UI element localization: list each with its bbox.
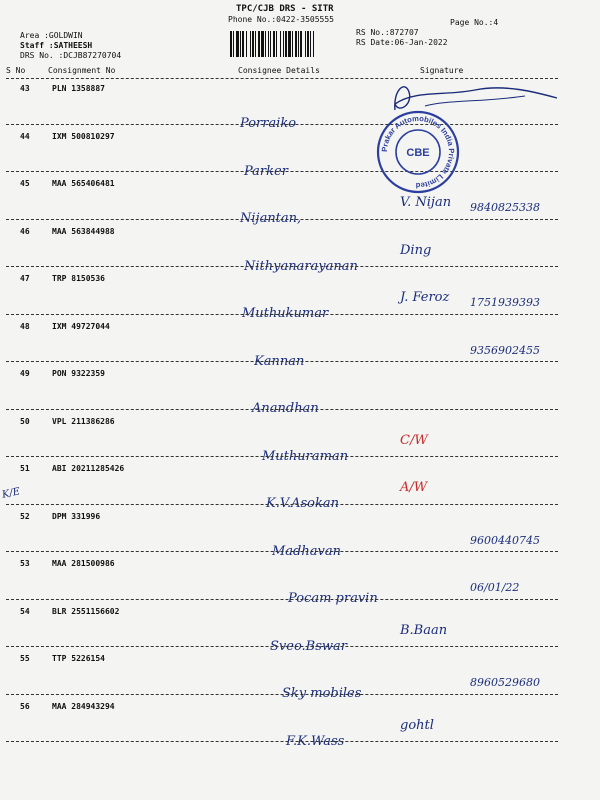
row-number: 49 (20, 369, 30, 378)
consignment-number: PON 9322359 (52, 369, 105, 378)
consignment-number: MAA 565406481 (52, 179, 115, 188)
row-divider (6, 741, 558, 742)
margin-note: K/E (1, 486, 22, 501)
column-header-consignee: Consignee Details (238, 66, 320, 75)
staff-field: Staff :SATHEESH (20, 41, 93, 50)
row-number: 53 (20, 559, 30, 568)
consignee-handwriting: Nithyanarayanan (244, 258, 358, 274)
row-divider (6, 646, 558, 647)
row-number: 46 (20, 226, 30, 236)
row-number: 48 (20, 321, 30, 331)
contact-handwriting: 1751939393 (470, 296, 540, 309)
consignee-handwriting: Sveo.Bswar (270, 638, 347, 654)
signature-handwriting: B.Baan (400, 622, 448, 638)
consignee-handwriting: Porraiko (240, 116, 297, 131)
contact-handwriting: 9840825338 (470, 201, 540, 214)
row-number: 50 (20, 416, 30, 426)
header-divider (6, 78, 558, 79)
row-divider (6, 171, 558, 172)
signature-handwriting: Ding (400, 242, 432, 258)
page-number: Page No.:4 (450, 18, 499, 27)
row-divider (6, 361, 558, 362)
row-number: 52 (20, 511, 30, 521)
consignee-handwriting: Muthukumar (242, 306, 329, 321)
rs-number: RS No.:872707 (356, 28, 419, 37)
signature-handwriting: A/W (400, 480, 428, 495)
row-divider (6, 314, 558, 315)
consignee-handwriting: Kannan (254, 353, 305, 369)
consignment-number: IXM 49727044 (52, 321, 110, 331)
column-header-consignment: Consignment No (48, 66, 116, 75)
row-divider (6, 124, 558, 125)
consignee-handwriting: Sky mobiles (282, 686, 362, 701)
row-number: 56 (20, 701, 30, 711)
row-number: 44 (20, 131, 30, 141)
consignee-handwriting: K.V.Asokan (266, 496, 339, 511)
contact-handwriting: 9600440745 (470, 533, 540, 547)
consignment-number: IXM 500810297 (52, 131, 115, 141)
contact-handwriting: 06/01/22 (470, 581, 520, 594)
contact-handwriting: 9356902455 (470, 343, 540, 357)
consignment-number: ABI 20211285426 (52, 464, 125, 473)
svg-text:CBE: CBE (406, 147, 430, 159)
consignment-number: VPL 211386286 (52, 416, 115, 426)
consignee-handwriting: Pocam pravin (288, 591, 378, 606)
row-number: 43 (20, 84, 30, 93)
company-stamp (376, 110, 460, 194)
svg-text:Prakar Automobiles India Priva: Prakar Automobiles India Private Limited (379, 113, 457, 191)
signature-handwriting: V. Nijan (400, 195, 452, 210)
row-divider (6, 551, 558, 552)
consignment-number: PLN 1358887 (52, 84, 105, 93)
document-title: TPC/CJB DRS - SITR (236, 4, 334, 14)
consignment-number: MAA 563844988 (52, 226, 115, 236)
contact-handwriting: 8960529680 (470, 676, 540, 689)
phone-number: Phone No.:0422-3505555 (228, 15, 334, 24)
drs-number: DRS No. :DCJB87270704 (20, 51, 122, 60)
row-number: 51 (20, 464, 30, 473)
row-divider (6, 219, 558, 220)
column-header-signature: Signature (420, 66, 464, 75)
consignee-handwriting: Nijantan, (240, 211, 302, 226)
row-number: 55 (20, 654, 30, 663)
consignee-handwriting: Madhavan (272, 543, 341, 559)
consignment-number: MAA 284943294 (52, 701, 115, 711)
consignment-number: MAA 281500986 (52, 559, 115, 568)
column-header-sno: S No (6, 66, 26, 75)
row-divider (6, 409, 558, 410)
consignment-number: DPM 331996 (52, 511, 101, 521)
consignment-number: TRP 8150536 (52, 274, 105, 283)
row-divider (6, 694, 558, 695)
row-number: 45 (20, 179, 30, 188)
row-number: 54 (20, 606, 30, 616)
rs-date: RS Date:06-Jan-2022 (356, 38, 448, 47)
row-divider (6, 266, 558, 267)
barcode-image (228, 31, 352, 57)
consignee-handwriting: Anandhan (252, 401, 319, 416)
signature-handwriting: C/W (400, 432, 428, 448)
row-divider (6, 504, 558, 505)
consignment-number: TTP 5226154 (52, 654, 105, 663)
row-divider (6, 599, 558, 600)
row-number: 47 (20, 274, 30, 283)
row-divider (6, 456, 558, 457)
area-field: Area :GOLDWIN (20, 31, 83, 40)
consignee-handwriting: Parker (244, 163, 288, 179)
signature-handwriting: J. Feroz (400, 290, 450, 305)
consignee-handwriting: Muthuraman (262, 448, 349, 464)
signature-handwriting: gohtl (400, 717, 434, 733)
consignee-handwriting: F.K.Wass (286, 733, 345, 749)
signature-scribble (385, 80, 565, 120)
consignment-number: BLR 2551156602 (52, 606, 120, 616)
